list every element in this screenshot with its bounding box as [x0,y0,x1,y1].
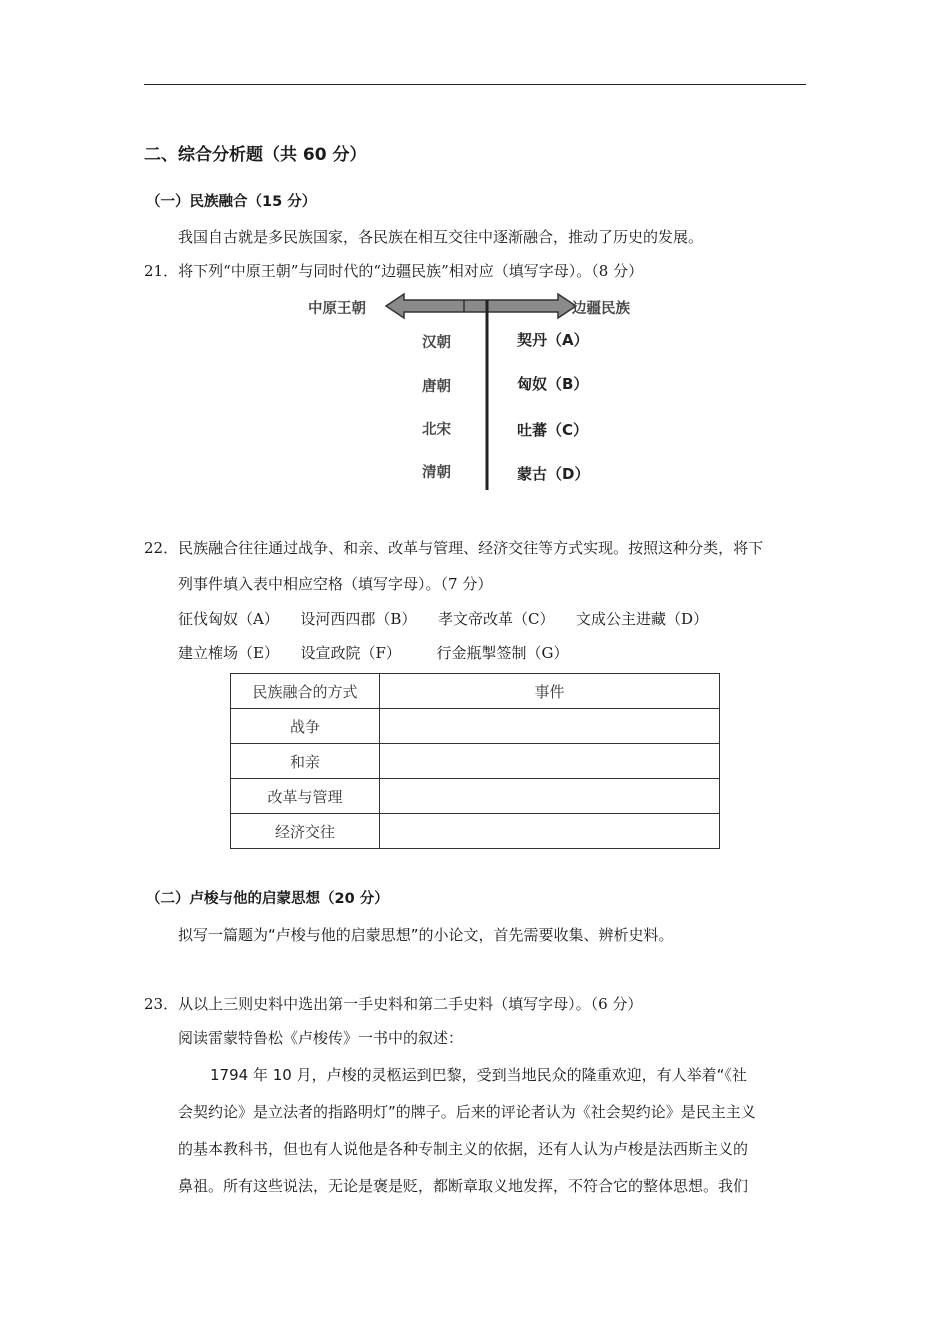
answer-cell[interactable] [380,814,720,849]
diagram-arrows [300,290,650,495]
q22-options-row1 [178,608,708,629]
people-item: 匈奴（B） [517,375,589,393]
people-item: 契丹（A） [517,331,589,349]
option-item: 孝文帝改革（C） [438,610,555,628]
dynasty-item: 清朝 [422,465,451,481]
dynasty-item: 北宋 [422,422,451,438]
table-header: 事件 [380,674,720,709]
q21-text: 将下列“中原王朝”与同时代的“边疆民族”相对应（填写字母）。（8 分） [178,262,644,280]
people-item: 吐蕃（C） [517,421,589,439]
answer-cell[interactable] [380,744,720,779]
table-row [231,814,720,849]
option-item: 文成公主进藏（D） [576,610,709,628]
q21-question [144,260,643,281]
left-header: 中原王朝 [308,301,366,317]
q23-question [144,993,642,1014]
answer-cell[interactable] [380,709,720,744]
double-arrow-icon [386,294,576,318]
option-item: 行金瓶掣签制（G） [436,644,569,662]
header-rule [144,84,806,85]
dynasty-item: 汉朝 [422,335,451,351]
fusion-methods-table [230,673,720,849]
q23-lead: 阅读雷蒙特鲁松《卢梭传》一书中的叙述： [178,1029,464,1047]
option-item: 设宣政院（F） [300,644,401,662]
table-row [231,779,720,814]
dynasty-item: 唐朝 [422,379,451,395]
q22-question [144,537,763,558]
part1-heading: （一）民族融合（15 分） [146,194,317,210]
right-header: 边疆民族 [572,301,630,317]
table-header: 民族融合的方式 [231,674,380,709]
q23-number: 23． [144,995,179,1013]
method-cell: 经济交往 [231,814,380,849]
answer-cell[interactable] [380,779,720,814]
excerpt-line: 鼻祖。所有这些说法，无论是褒是贬，都断章取义地发挥，不符合它的整体思想。我们 [178,1177,749,1195]
option-item: 征伐匈奴（A） [178,610,279,628]
q22-line2: 列事件填入表中相应空格（填写字母）。（7 分） [178,575,493,593]
q23-text: 从以上三则史料中选出第一手史料和第二手史料（填写字母）。（6 分） [178,995,643,1013]
option-item: 建立榷场（E） [178,644,279,662]
option-item: 设河西四郡（B） [300,610,417,628]
table-header-row [231,674,720,709]
excerpt-line: 1794 年 10 月，卢梭的灵柩运到巴黎，受到当地民众的隆重欢迎，有人举着“《社 [210,1066,747,1084]
method-cell: 改革与管理 [231,779,380,814]
part2-intro: 拟写一篇题为“卢梭与他的启蒙思想”的小论文，首先需要收集、辨析史料。 [178,926,674,944]
q22-line1: 民族融合往往通过战争、和亲、改革与管理、经济交往等方式实现。按照这种分类，将下 [178,539,764,557]
part2-heading: （二）卢梭与他的启蒙思想（20 分） [146,891,389,907]
table-row [231,709,720,744]
part1-intro: 我国自古就是多民族国家，各民族在相互交往中逐渐融合，推动了历史的发展。 [178,228,704,246]
method-cell: 和亲 [231,744,380,779]
people-item: 蒙古（D） [517,465,590,483]
table-row [231,744,720,779]
excerpt-line: 的基本教科书，但也有人说他是各种专制主义的依据，还有人认为卢梭是法西斯主义的 [178,1140,749,1158]
excerpt-line: 会契约论》是立法者的指路明灯”的牌子。后来的评论者认为《社会契约论》是民主主义 [178,1103,756,1121]
q22-options-row2 [178,642,568,663]
dynasty-matching-diagram [300,290,650,495]
q22-number: 22． [144,539,179,557]
method-cell: 战争 [231,709,380,744]
q21-number: 21． [144,262,179,280]
section-title: 二、综合分析题（共 60 分） [144,145,367,165]
